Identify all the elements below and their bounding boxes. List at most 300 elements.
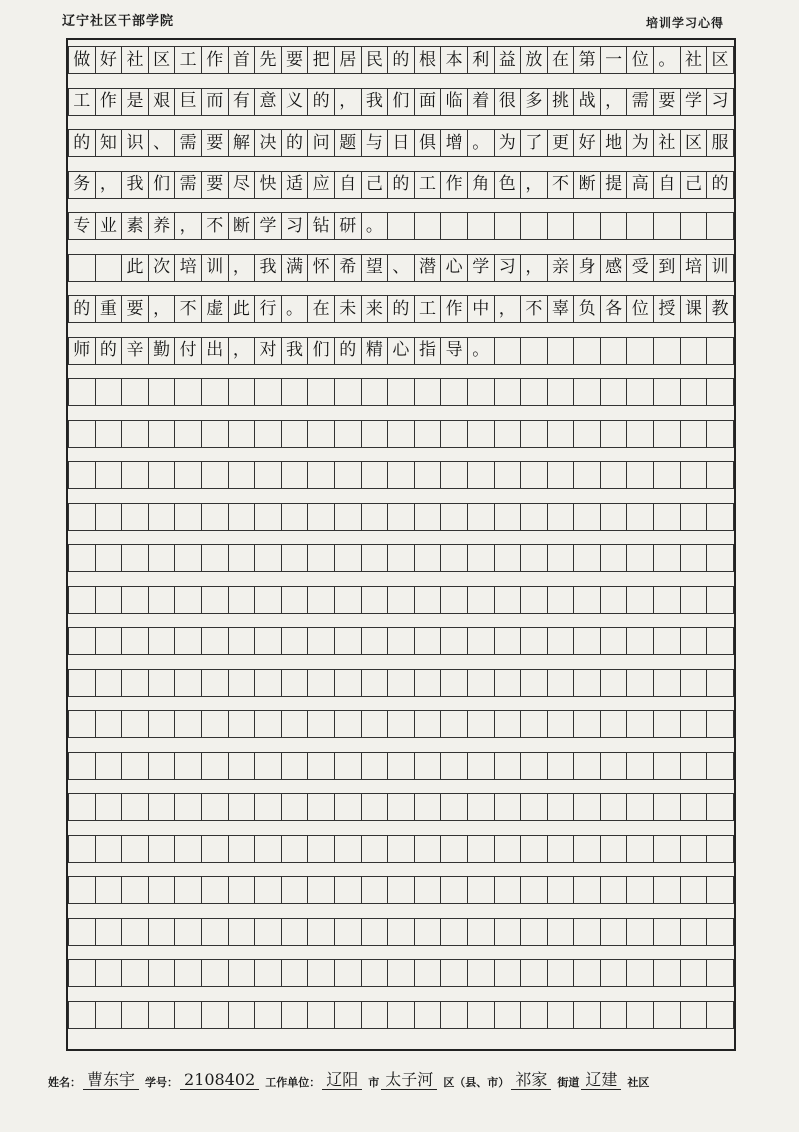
grid-cell xyxy=(255,959,282,987)
grid-cell: 培 xyxy=(681,254,708,282)
grid-cell xyxy=(175,710,202,738)
grid-cell xyxy=(707,627,734,655)
grid-cell xyxy=(601,918,628,946)
grid-cell xyxy=(335,544,362,572)
unit-label: 工作单位： xyxy=(265,1076,321,1089)
grid-cell xyxy=(441,461,468,489)
grid-cell xyxy=(654,586,681,614)
grid-cell xyxy=(521,627,548,655)
grid-cell: 辛 xyxy=(122,337,149,365)
grid-cell xyxy=(468,793,495,821)
grid-cell xyxy=(68,918,96,946)
grid-cell xyxy=(335,710,362,738)
grid-cell xyxy=(574,876,601,904)
grid-cell xyxy=(681,627,708,655)
grid-cell xyxy=(282,710,309,738)
grid-row xyxy=(68,1001,734,1029)
grid-cell xyxy=(681,876,708,904)
grid-cell xyxy=(495,461,522,489)
grid-cell xyxy=(707,710,734,738)
grid-cell xyxy=(362,378,389,406)
grid-cell xyxy=(229,586,256,614)
grid-cell: 的 xyxy=(388,171,415,199)
grid-cell: 社 xyxy=(122,46,149,74)
grid-cell: 日 xyxy=(388,129,415,157)
grid-cell: 临 xyxy=(441,88,468,116)
grid-cell xyxy=(335,503,362,531)
grid-cell xyxy=(229,378,256,406)
grid-cell xyxy=(574,959,601,987)
grid-cell xyxy=(495,835,522,863)
grid-cell: 作 xyxy=(441,171,468,199)
grid-cell xyxy=(68,835,96,863)
grid-cell xyxy=(229,461,256,489)
grid-cell xyxy=(574,461,601,489)
grid-cell xyxy=(202,503,229,531)
unit-city: 辽阳 xyxy=(322,1071,362,1090)
grid-cell: ， xyxy=(229,254,256,282)
grid-cell: 益 xyxy=(495,46,522,74)
grid-cell xyxy=(282,793,309,821)
grid-cell xyxy=(707,212,734,240)
grid-cell xyxy=(68,461,96,489)
grid-cell: 学 xyxy=(681,88,708,116)
grid-cell xyxy=(441,793,468,821)
grid-cell xyxy=(122,876,149,904)
grid-cell: 的 xyxy=(282,129,309,157)
grid-cell: 中 xyxy=(468,295,495,323)
grid-cell xyxy=(654,461,681,489)
grid-cell xyxy=(122,503,149,531)
document-type: 培训学习心得 xyxy=(645,16,724,30)
grid-cell: 挑 xyxy=(548,88,575,116)
grid-cell xyxy=(654,212,681,240)
grid-cell xyxy=(229,1001,256,1029)
grid-row xyxy=(68,876,734,904)
grid-cell xyxy=(468,461,495,489)
grid-cell: 好 xyxy=(574,129,601,157)
grid-cell xyxy=(601,1001,628,1029)
grid-cell: 需 xyxy=(627,88,654,116)
grid-cell xyxy=(681,544,708,572)
grid-cell xyxy=(362,544,389,572)
grid-cell: 专 xyxy=(68,212,96,240)
grid-row xyxy=(68,254,734,282)
unit-community: 辽建 xyxy=(581,1071,621,1090)
grid-cell xyxy=(308,378,335,406)
grid-cell xyxy=(255,627,282,655)
grid-row xyxy=(68,835,734,863)
grid-cell: 的 xyxy=(68,295,96,323)
grid-cell: 色 xyxy=(495,171,522,199)
grid-cell xyxy=(255,378,282,406)
grid-cell: 虚 xyxy=(202,295,229,323)
grid-cell xyxy=(415,959,442,987)
grid-row xyxy=(68,420,734,448)
grid-cell xyxy=(681,378,708,406)
grid-cell: 受 xyxy=(627,254,654,282)
grid-cell xyxy=(707,378,734,406)
grid-cell: 出 xyxy=(202,337,229,365)
grid-cell: 负 xyxy=(574,295,601,323)
grid-cell xyxy=(627,337,654,365)
grid-cell xyxy=(654,793,681,821)
grid-cell xyxy=(707,876,734,904)
grid-cell xyxy=(627,461,654,489)
grid-cell xyxy=(654,544,681,572)
grid-cell: 未 xyxy=(335,295,362,323)
grid-cell: 。 xyxy=(362,212,389,240)
grid-cell xyxy=(175,586,202,614)
grid-cell: 的 xyxy=(707,171,734,199)
grid-cell xyxy=(415,544,442,572)
grid-cell xyxy=(255,586,282,614)
grid-cell xyxy=(627,1001,654,1029)
grid-cell xyxy=(574,544,601,572)
grid-cell xyxy=(681,710,708,738)
grid-cell xyxy=(495,710,522,738)
grid-cell xyxy=(654,959,681,987)
grid-cell xyxy=(707,918,734,946)
grid-cell: 把 xyxy=(308,46,335,74)
grid-cell xyxy=(441,710,468,738)
grid-cell xyxy=(495,793,522,821)
grid-cell xyxy=(282,586,309,614)
grid-cell xyxy=(202,378,229,406)
grid-row xyxy=(68,669,734,697)
grid-cell xyxy=(388,461,415,489)
grid-cell: 们 xyxy=(308,337,335,365)
grid-cell: 勤 xyxy=(149,337,176,365)
grid-cell: 。 xyxy=(654,46,681,74)
grid-cell: 的 xyxy=(388,46,415,74)
grid-cell xyxy=(175,793,202,821)
grid-cell: 需 xyxy=(175,129,202,157)
grid-cell xyxy=(627,669,654,697)
grid-cell xyxy=(468,710,495,738)
grid-cell: 的 xyxy=(308,88,335,116)
grid-cell xyxy=(175,627,202,655)
grid-cell: 教 xyxy=(707,295,734,323)
grid-cell xyxy=(96,876,123,904)
grid-cell xyxy=(468,959,495,987)
grid-cell: 们 xyxy=(388,88,415,116)
grid-row xyxy=(68,378,734,406)
grid-cell: 潜 xyxy=(415,254,442,282)
grid-cell xyxy=(388,710,415,738)
grid-cell xyxy=(335,420,362,448)
grid-cell xyxy=(468,378,495,406)
grid-cell xyxy=(68,420,96,448)
grid-cell: ， xyxy=(601,88,628,116)
grid-cell xyxy=(441,752,468,780)
grid-cell xyxy=(548,337,575,365)
grid-cell: 此 xyxy=(229,295,256,323)
grid-cell xyxy=(548,959,575,987)
grid-cell: 在 xyxy=(308,295,335,323)
grid-cell xyxy=(654,835,681,863)
grid-cell xyxy=(468,918,495,946)
grid-cell xyxy=(175,876,202,904)
grid-cell xyxy=(415,752,442,780)
grid-cell: 次 xyxy=(149,254,176,282)
grid-cell: 要 xyxy=(282,46,309,74)
grid-cell xyxy=(707,793,734,821)
grid-cell: 位 xyxy=(627,46,654,74)
grid-cell xyxy=(96,669,123,697)
grid-cell: 行 xyxy=(255,295,282,323)
grid-cell xyxy=(388,959,415,987)
grid-cell xyxy=(441,586,468,614)
grid-cell xyxy=(68,1001,96,1029)
grid-cell xyxy=(548,835,575,863)
grid-cell xyxy=(122,544,149,572)
grid-cell xyxy=(388,503,415,531)
unit-city-suffix: 市 xyxy=(368,1076,380,1089)
grid-cell xyxy=(441,544,468,572)
grid-cell xyxy=(282,627,309,655)
grid-cell xyxy=(388,876,415,904)
grid-cell xyxy=(175,669,202,697)
grid-cell xyxy=(122,420,149,448)
grid-cell: 根 xyxy=(415,46,442,74)
grid-cell xyxy=(388,918,415,946)
grid-cell xyxy=(548,752,575,780)
grid-cell: 作 xyxy=(96,88,123,116)
grid-cell xyxy=(255,1001,282,1029)
grid-cell xyxy=(96,586,123,614)
grid-cell xyxy=(308,835,335,863)
grid-cell: 习 xyxy=(707,88,734,116)
grid-cell: 的 xyxy=(335,337,362,365)
grid-cell xyxy=(308,461,335,489)
grid-cell xyxy=(415,378,442,406)
grid-cell xyxy=(468,544,495,572)
grid-cell xyxy=(601,669,628,697)
grid-cell xyxy=(707,752,734,780)
grid-cell xyxy=(468,627,495,655)
grid-cell: 。 xyxy=(468,129,495,157)
grid-cell xyxy=(362,959,389,987)
grid-cell xyxy=(521,212,548,240)
grid-cell: 着 xyxy=(468,88,495,116)
grid-cell xyxy=(574,752,601,780)
grid-cell: 与 xyxy=(362,129,389,157)
grid-cell xyxy=(441,669,468,697)
grid-cell xyxy=(707,669,734,697)
grid-cell xyxy=(415,835,442,863)
grid-cell: 位 xyxy=(627,295,654,323)
grid-cell xyxy=(96,420,123,448)
grid-cell: 而 xyxy=(202,88,229,116)
grid-cell: 各 xyxy=(601,295,628,323)
grid-cell: 不 xyxy=(175,295,202,323)
grid-cell xyxy=(681,212,708,240)
grid-cell xyxy=(282,378,309,406)
grid-cell xyxy=(255,503,282,531)
grid-cell xyxy=(415,420,442,448)
grid-cell: 希 xyxy=(335,254,362,282)
grid-cell xyxy=(122,378,149,406)
grid-cell: 。 xyxy=(468,337,495,365)
grid-cell: 第 xyxy=(574,46,601,74)
grid-cell xyxy=(282,959,309,987)
grid-cell xyxy=(362,1001,389,1029)
grid-cell xyxy=(255,710,282,738)
grid-cell xyxy=(96,461,123,489)
grid-row xyxy=(68,793,734,821)
grid-cell xyxy=(68,710,96,738)
grid-cell xyxy=(654,918,681,946)
grid-cell xyxy=(96,918,123,946)
grid-cell: 一 xyxy=(601,46,628,74)
grid-cell xyxy=(308,710,335,738)
grid-cell xyxy=(335,835,362,863)
grid-cell xyxy=(202,627,229,655)
grid-cell xyxy=(574,378,601,406)
grid-cell xyxy=(362,586,389,614)
grid-cell: 的 xyxy=(96,337,123,365)
grid-cell xyxy=(627,752,654,780)
grid-cell xyxy=(149,1001,176,1029)
grid-cell xyxy=(308,627,335,655)
grid-cell xyxy=(681,461,708,489)
grid-cell xyxy=(202,420,229,448)
grid-cell xyxy=(468,669,495,697)
grid-cell xyxy=(548,876,575,904)
school-name: 辽宁社区干部学院 xyxy=(62,14,175,29)
grid-cell xyxy=(415,918,442,946)
grid-cell xyxy=(308,959,335,987)
grid-cell xyxy=(388,793,415,821)
grid-cell xyxy=(255,752,282,780)
grid-cell xyxy=(122,461,149,489)
grid-cell xyxy=(229,627,256,655)
grid-cell xyxy=(68,503,96,531)
grid-cell xyxy=(415,503,442,531)
grid-cell xyxy=(707,544,734,572)
grid-cell xyxy=(335,918,362,946)
grid-cell: 是 xyxy=(122,88,149,116)
grid-cell xyxy=(495,544,522,572)
grid-cell: 我 xyxy=(122,171,149,199)
grid-cell xyxy=(68,254,96,282)
grid-cell xyxy=(308,669,335,697)
grid-cell: 的 xyxy=(68,129,96,157)
grid-cell xyxy=(308,586,335,614)
grid-cell xyxy=(495,420,522,448)
grid-cell xyxy=(574,212,601,240)
grid-cell: 己 xyxy=(681,171,708,199)
grid-cell xyxy=(68,627,96,655)
grid-cell xyxy=(468,752,495,780)
grid-cell: 指 xyxy=(415,337,442,365)
grid-cell xyxy=(229,420,256,448)
grid-cell xyxy=(229,752,256,780)
grid-cell: ， xyxy=(521,171,548,199)
grid-cell: ， xyxy=(495,295,522,323)
grid-cell xyxy=(175,959,202,987)
grid-cell: 区 xyxy=(149,46,176,74)
grid-cell xyxy=(255,918,282,946)
grid-cell xyxy=(574,710,601,738)
grid-cell xyxy=(175,835,202,863)
grid-cell xyxy=(441,918,468,946)
grid-cell: 作 xyxy=(441,295,468,323)
grid-cell xyxy=(282,503,309,531)
grid-cell: 业 xyxy=(96,212,123,240)
grid-cell xyxy=(574,918,601,946)
grid-cell xyxy=(202,959,229,987)
grid-cell: 精 xyxy=(362,337,389,365)
grid-cell: 有 xyxy=(229,88,256,116)
grid-cell xyxy=(548,212,575,240)
grid-cell xyxy=(441,420,468,448)
grid-cell: 要 xyxy=(122,295,149,323)
grid-cell: 在 xyxy=(548,46,575,74)
grid-cell xyxy=(601,544,628,572)
grid-cell: 本 xyxy=(441,46,468,74)
grid-cell xyxy=(96,503,123,531)
grid-cell xyxy=(282,420,309,448)
grid-cell xyxy=(548,1001,575,1029)
grid-cell xyxy=(521,420,548,448)
grid-cell xyxy=(229,669,256,697)
grid-cell xyxy=(627,959,654,987)
grid-cell xyxy=(574,503,601,531)
grid-cell xyxy=(175,503,202,531)
grid-cell xyxy=(548,710,575,738)
grid-cell xyxy=(681,793,708,821)
grid-cell xyxy=(601,959,628,987)
grid-cell xyxy=(282,461,309,489)
grid-cell xyxy=(255,461,282,489)
grid-cell xyxy=(175,752,202,780)
grid-cell xyxy=(601,503,628,531)
grid-cell xyxy=(149,752,176,780)
grid-cell xyxy=(149,378,176,406)
grid-cell: 。 xyxy=(282,295,309,323)
grid-cell: 居 xyxy=(335,46,362,74)
grid-cell xyxy=(601,627,628,655)
grid-cell: 决 xyxy=(255,129,282,157)
name-value: 曹东宇 xyxy=(83,1071,139,1090)
grid-cell xyxy=(149,710,176,738)
grid-cell xyxy=(388,627,415,655)
grid-cell xyxy=(627,503,654,531)
grid-cell xyxy=(681,337,708,365)
grid-cell: 为 xyxy=(495,129,522,157)
grid-cell xyxy=(627,876,654,904)
grid-cell xyxy=(548,627,575,655)
grid-cell xyxy=(468,876,495,904)
grid-cell: 培 xyxy=(175,254,202,282)
grid-cell xyxy=(362,876,389,904)
grid-cell xyxy=(654,503,681,531)
grid-cell xyxy=(627,918,654,946)
grid-cell xyxy=(149,835,176,863)
grid-cell: 做 xyxy=(68,46,96,74)
grid-cell: 学 xyxy=(255,212,282,240)
writing-grid xyxy=(66,38,736,1051)
grid-cell xyxy=(202,835,229,863)
grid-cell: 训 xyxy=(202,254,229,282)
grid-cell: 到 xyxy=(654,254,681,282)
grid-cell xyxy=(388,1001,415,1029)
grid-cell xyxy=(654,669,681,697)
grid-cell xyxy=(229,503,256,531)
grid-cell xyxy=(548,586,575,614)
